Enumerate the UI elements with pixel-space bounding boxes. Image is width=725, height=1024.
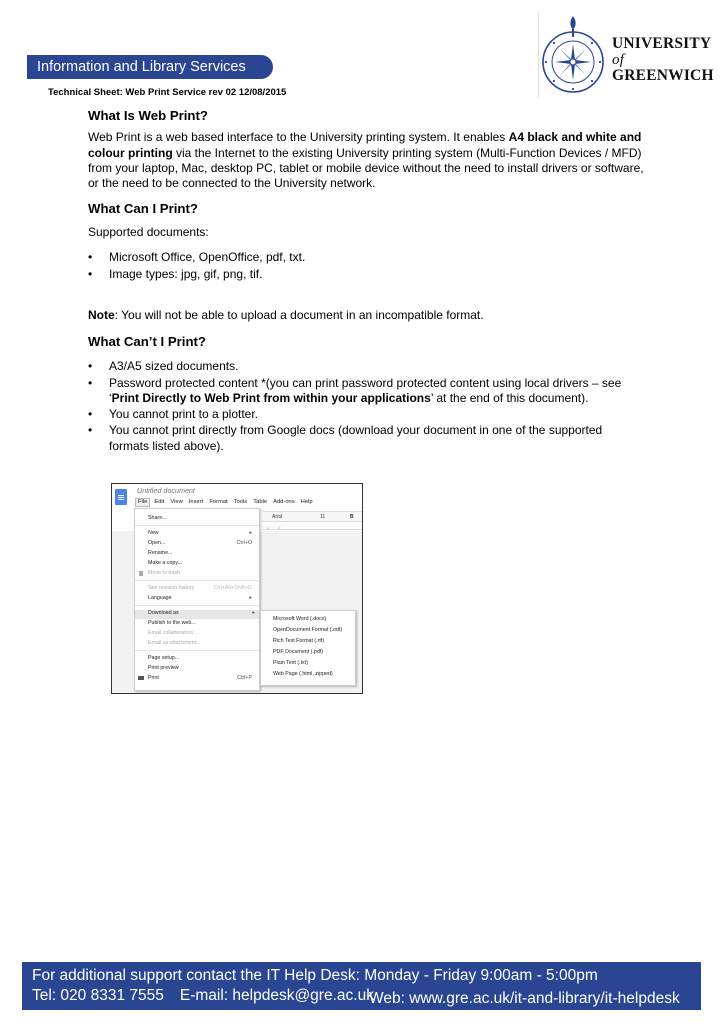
docs-toolbar (262, 511, 363, 522)
menu-addons[interactable]: Add-ons (273, 499, 295, 505)
docs-menu-bar (137, 499, 313, 506)
list-item: • You cannot print directly from Google docs (download your document in one of the supported formats listed above). (88, 423, 644, 454)
menu-item-print[interactable]: Print Ctrl+P (148, 675, 252, 681)
menu-item-publish[interactable]: Publish to the web... (148, 620, 196, 626)
list-item: • Microsoft Office, OpenOffice, pdf, txt. (88, 250, 644, 265)
menu-item-email-attachment[interactable]: Email as attachment... (148, 640, 201, 646)
menu-item-move-to-trash[interactable]: Move to trash (148, 570, 181, 576)
menu-item-make-copy[interactable]: Make a copy... (148, 560, 183, 566)
heading-what-is-web-print: What Is Web Print? (88, 108, 208, 123)
font-select[interactable]: Arial (272, 514, 283, 520)
menu-item-share[interactable]: Share... (148, 515, 167, 521)
menu-item-download-as[interactable]: Download as ▸ (135, 610, 259, 619)
submenu-arrow-icon: ▸ (249, 530, 252, 536)
supported-docs-intro: Supported documents: (88, 224, 209, 239)
heading-what-cant-i-print: What Can’t I Print? (88, 333, 206, 349)
menu-item-email-collaborators[interactable]: Email collaborators... (148, 630, 198, 636)
submenu-arrow-icon: ▸ (252, 610, 255, 616)
doc-title[interactable]: Untitled document (137, 486, 195, 495)
google-docs-screenshot (111, 483, 363, 694)
greenwich-seal-icon (538, 14, 608, 98)
supported-list (88, 250, 644, 283)
file-menu (134, 508, 260, 691)
footer-tel: Tel: 020 8331 7555 (32, 987, 164, 1004)
font-size-select[interactable]: 11 (320, 514, 326, 520)
download-odt[interactable]: OpenDocument Format (.odt) (273, 627, 343, 633)
logo-divider (538, 12, 539, 98)
helpdesk-footer (22, 962, 701, 1010)
menu-table[interactable]: Table (253, 499, 268, 505)
logo-line-university: UNIVERSITY (612, 35, 712, 52)
menu-item-print-preview[interactable]: Print preview (148, 665, 179, 671)
trash-icon (139, 571, 143, 576)
menu-item-open[interactable]: Open... Ctrl+O (148, 540, 252, 546)
menu-insert[interactable]: Insert (188, 499, 204, 505)
ils-banner (27, 55, 273, 79)
menu-tools[interactable]: Tools (233, 499, 248, 505)
main-content (88, 108, 644, 454)
footer-web[interactable]: Web: www.gre.ac.uk/it-and-library/it-helpdesk (369, 990, 680, 1007)
menu-format[interactable]: Format (209, 499, 228, 505)
printer-icon (138, 676, 144, 680)
ruler: · · 1 · · · 2 · (262, 524, 363, 530)
menu-help[interactable]: Help (300, 499, 313, 505)
university-logo (538, 12, 714, 98)
note: Note: You will not be able to upload a document in an incompatible format. (88, 307, 484, 322)
menu-file[interactable]: File (135, 498, 150, 507)
footer-contacts (32, 987, 374, 1005)
bold-button[interactable]: B (350, 514, 354, 520)
web-print-description: Web Print is a web based interface to the University printing system. It enables A4 black and white and colour printing via the Internet to the existing University printing system (Multi-Function Devices / MFD) from your laptop, Mac, desktop PC, tablet or mobile device without the need to install drivers or software, or the need to be connected to the University network. (88, 130, 644, 191)
download-html[interactable]: Web Page (.html, zipped) (273, 671, 333, 677)
banner-title: Information and Library Services (37, 59, 246, 75)
menu-item-new[interactable]: New ▸ (148, 530, 252, 536)
menu-divider (135, 580, 259, 581)
logo-wordmark (612, 36, 714, 84)
menu-divider (135, 525, 259, 526)
download-rtf[interactable]: Rich Text Format (.rtf) (273, 638, 325, 644)
list-item: • You cannot print to a plotter. (88, 407, 644, 422)
download-docx[interactable]: Microsoft Word (.docx) (273, 616, 327, 622)
submenu-arrow-icon: ▸ (249, 595, 252, 601)
menu-item-revision-history[interactable]: See revision history Ctrl+Alt+Shift+G (148, 585, 252, 591)
download-txt[interactable]: Plain Text (.txt) (273, 660, 308, 666)
menu-edit[interactable]: Edit (154, 499, 165, 505)
menu-divider (135, 650, 259, 651)
list-item: • A3/A5 sized documents. (88, 359, 644, 374)
menu-view[interactable]: View (170, 499, 183, 505)
footer-email[interactable]: E-mail: helpdesk@gre.ac.uk (179, 987, 374, 1004)
google-docs-icon (115, 489, 127, 505)
list-item: • Image types: jpg, gif, png, tif. (88, 267, 644, 282)
heading-what-can-i-print: What Can I Print? (88, 201, 198, 217)
tech-sheet-line: Technical Sheet: Web Print Service rev 02 12/08/2015 (48, 87, 287, 98)
footer-hours: For additional support contact the IT Help Desk: Monday - Friday 9:00am - 5:00pm (32, 967, 598, 984)
menu-item-language[interactable]: Language ▸ (148, 595, 252, 601)
menu-divider (135, 605, 259, 606)
download-submenu (260, 610, 356, 686)
logo-line-greenwich: GREENWICH (612, 67, 714, 84)
restrictions-list (88, 359, 644, 454)
list-item: • Password protected content *(you can print password protected content using local drivers – see ‘Print Directly to Web Print from within your applications’ at the end of this document). (88, 376, 644, 407)
menu-item-rename[interactable]: Rename... (148, 550, 173, 556)
download-pdf[interactable]: PDF Document (.pdf) (273, 649, 324, 655)
logo-line-of: of (612, 52, 625, 68)
menu-item-page-setup[interactable]: Page setup... (148, 655, 180, 661)
